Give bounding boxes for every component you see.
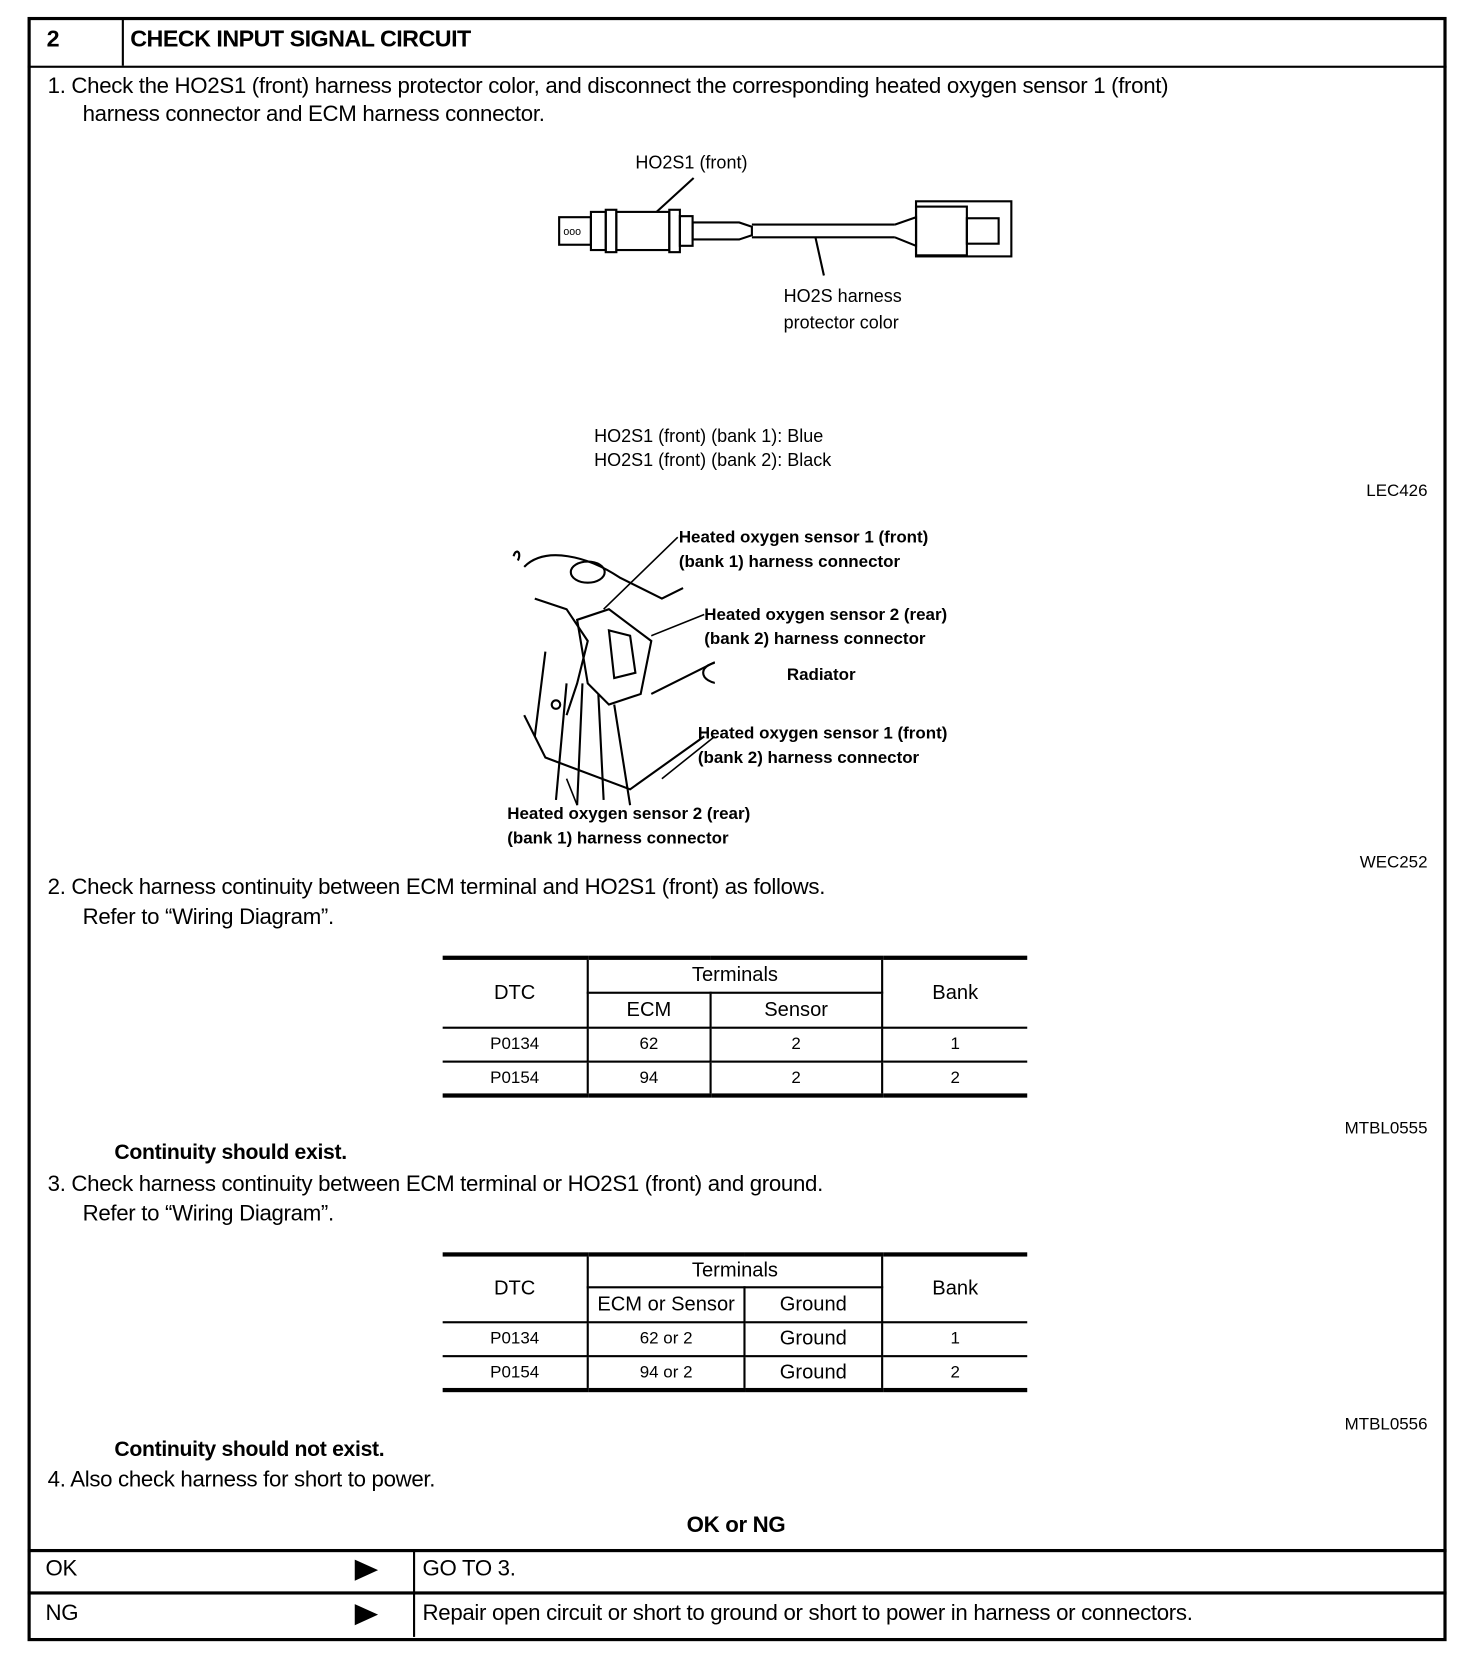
figure-code-wec252: WEC252 [1359,853,1428,872]
cell-bank: 2 [882,1356,1027,1390]
ok-action: GO TO 3. [422,1556,516,1581]
cell-sensor: 2 [710,1062,882,1096]
step-number: 2 [46,25,60,52]
table-row [443,1028,1028,1062]
cell-sensor: 2 [710,1028,882,1062]
cell-ecm: 62 or 2 [588,1322,745,1356]
continuity-table-2 [443,1252,1028,1392]
col-bank: Bank [882,958,1027,1028]
step3-text-2: Refer to “Wiring Diagram”. [82,1201,334,1226]
step2-text: 2. Check harness continuity between ECM terminal and HO2S1 (front) as follows. [47,875,826,900]
label-ho2s2-bank1: Heated oxygen sensor 2 (rear) [507,805,751,824]
step1-text-2: harness connector and ECM harness connector. [82,101,545,127]
decision-title: OK or NG [686,1512,786,1538]
cell-bank: 1 [882,1322,1027,1356]
label-ho2s1-bank1-2: (bank 1) harness connector [678,553,901,572]
ok-label: OK [45,1556,78,1581]
step2-result: Continuity should exist. [114,1141,347,1165]
label-ho2s1-bank2: Heated oxygen sensor 1 (front) [697,724,948,743]
table-code-mtbl0555: MTBL0555 [1344,1119,1428,1138]
step3-text: 3. Check harness continuity between ECM terminal or HO2S1 (front) and ground. [47,1171,823,1197]
cell-dtc: P0134 [443,1322,588,1356]
ng-label: NG [45,1600,79,1626]
label-ho2s2-bank1-2: (bank 1) harness connector [507,829,729,848]
cell-ground: Ground [744,1356,882,1390]
header-divider [122,19,124,66]
label-ho2s1-bank1: Heated oxygen sensor 1 (front) [678,528,929,547]
bank2-color: HO2S1 (front) (bank 2): Black [594,450,832,471]
col-dtc: DTC [443,958,588,1028]
oxygen-sensor-illustration [551,170,1028,287]
col-sensor: Sensor [710,993,882,1028]
label-ho2s1-bank2-2: (bank 2) harness connector [697,749,920,768]
ng-action: Repair open circuit or short to ground or short to power in harness or connectors. [422,1600,1193,1626]
decision-divider [413,1550,415,1637]
svg-text:ooo: ooo [563,226,582,239]
step1-text: 1. Check the HO2S1 (front) harness protector color, and disconnect the corresponding heated oxygen sensor 1 (front) [47,74,1169,99]
table-row [443,1322,1028,1356]
continuity-table-1 [443,956,1028,1098]
protector-label-1: HO2S harness [783,286,902,307]
col-bank: Bank [882,1254,1027,1322]
label-ho2s2-bank2: Heated oxygen sensor 2 (rear) [704,606,948,625]
cell-ecm: 94 [588,1062,710,1096]
cell-bank: 2 [882,1062,1027,1096]
figure-code-lec426: LEC426 [1366,482,1428,501]
table-row [443,1062,1028,1096]
step-title: CHECK INPUT SIGNAL CIRCUIT [130,25,471,52]
col-ground: Ground [744,1287,882,1322]
table-row [443,1356,1028,1390]
label-ho2s2-bank2-2: (bank 2) harness connector [704,630,926,649]
ok-row [28,1549,1447,1595]
cell-bank: 1 [882,1028,1027,1062]
col-ecm-or-sensor: ECM or Sensor [588,1287,745,1322]
col-terminals: Terminals [588,1254,882,1287]
cell-ecm: 62 [588,1028,710,1062]
step3-result: Continuity should not exist. [114,1437,385,1462]
cell-dtc: P0154 [443,1062,588,1096]
table-code-mtbl0556: MTBL0556 [1344,1415,1428,1434]
step2-text-2: Refer to “Wiring Diagram”. [82,904,334,930]
step4-text: 4. Also check harness for short to power. [47,1467,436,1492]
cell-dtc: P0134 [443,1028,588,1062]
bank1-color: HO2S1 (front) (bank 1): Blue [594,425,824,447]
cell-ecm: 94 or 2 [588,1356,745,1390]
arrow-right-icon [355,1604,378,1625]
sensor-label: HO2S1 (front) [635,152,748,173]
arrow-right-icon [355,1560,378,1581]
col-dtc: DTC [443,1254,588,1322]
label-radiator: Radiator [786,666,856,685]
col-ecm: ECM [588,993,710,1028]
col-terminals: Terminals [588,958,882,993]
cell-ground: Ground [744,1322,882,1356]
cell-dtc: P0154 [443,1356,588,1390]
protector-label-2: protector color [783,312,899,333]
